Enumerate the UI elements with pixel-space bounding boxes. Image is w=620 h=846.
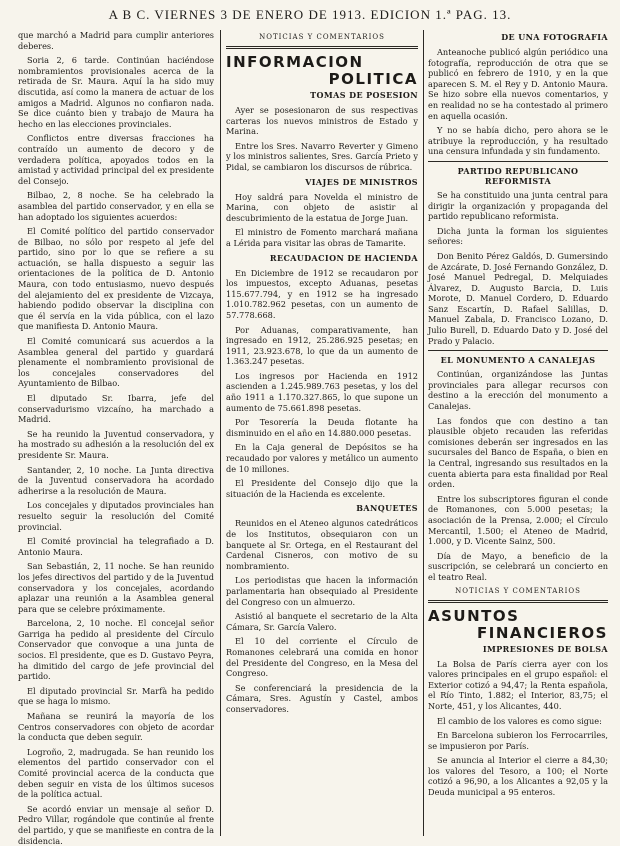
paragraph: Por Tesorería la Deuda flotante ha disminuido en el año en 14.880.000 pesetas. [226,417,418,438]
subheading: TOMAS DE POSESION [310,90,418,100]
paragraph: Anteanoche publicó algún periódico una fotografía, reproducción de otra que se publicó en febrero de 1910, y en la que aparecen S. M. el Rey y D. Antonio Maura. Se hizo sobre ella nuevos comentarios, y en realidad no se ha contestado al primero en aquella ocasión. [428,47,608,121]
subheading: DE UNA FOTOGRAFIA [501,32,608,42]
column-right [428,30,608,836]
subheading: IMPRESIONES DE BOLSA [482,643,608,654]
section-title: ASUNTOS [428,606,520,625]
section-title: INFORMACION [226,53,364,71]
paragraph: El cambio de los valores es como sigue: [437,715,602,726]
paragraph: Se ha reunido la Juventud conservadora, y ha mostrado su adhesión a la resolución del ex presidente Sr. Maura. [18,428,214,460]
paragraph: Don Benito Pérez Galdós, D. Gumersindo de Azcárate, D. José Fernando González, D. José Manuel Pedregal, D. Melquiades Álvarez, D. Augusto Barcia, D. Luis Morote, D. Manuel Cordero, D. Eduardo Sanz Escartín, D. Rafael Salillas, D. Manuel Zabala, D. Francisco Lozano, D. Julio Burell, D. Eduardo Dato y D. José del Prado y Palacio. [428,250,608,346]
column-rule [423,30,424,836]
paragraph: Los ingresos por Hacienda en 1912 ascienden a 1.245.989.763 pesetas, y los del año 1911 a 1.170.327.865, lo que supone un aumento de 75.661.898 pesetas. [226,370,418,413]
paragraph: Reunidos en el Ateneo algunos catedráticos de los Institutos, obsequiaron con un banquete al Sr. Ortega, en el Restaurant del Cardenal Cisneros, con motivo de su nombramiento. [226,518,418,571]
section-kicker: NOTICIAS Y COMENTARIOS [455,586,581,595]
section-title: POLITICA [328,70,418,88]
subheading: VIAJES DE MINISTROS [305,176,418,187]
paragraph: En la Caja general de Depósitos se ha recaudado por valores y metálico un aumento de 10 millones. [226,442,418,474]
paragraph: Asistió al banquete el secretario de la Alta Cámara, Sr. García Valero. [226,611,418,632]
column-left [18,30,214,846]
paragraph: Continúan, organizándose las Juntas provinciales para allegar recursos con destino a la erección del monumento a Canalejas. [428,369,608,412]
paragraph: Barcelona, 2, 10 noche. El concejal señor Garriga ha pedido al presidente del Círculo Conservador que convoque a una junta de socios. El presidente, que es D. Gustavo Peyra, ha dimitido del cargo de jefe provincial del partido. [18,618,214,682]
paragraph: Y no se había dicho, pero ahora se le atribuye la reproducción, y ha resultado una censura infundada y sin fundamento. [428,125,608,157]
paragraph: Las fondos que con destino a tan plausible objeto recauden las referidas comisiones deberán ser ingresados en las sucursales del Banco de España, o bien en la Central, ingresando sus resultados en la cuenta abierta para esta finalidad por Real orden. [428,415,608,490]
paragraph: El diputado Sr. Ibarra, jefe del conservadurismo vizcaíno, ha marchado a Madrid. [18,393,214,425]
paragraph: Día de Mayo, a beneficio de la suscripción, se celebrará un concierto en el teatro Real. [428,550,608,582]
paragraph: El ministro de Fomento marchará mañana a Lérida para visitar las obras de Tamarite. [226,227,418,248]
paragraph: Santander, 2, 10 noche. La Junta directiva de la Juventud conservadora ha acordado adherirse a la resolución de Maura. [18,464,214,496]
divider [226,46,418,49]
divider [428,161,608,162]
paragraph: Se ha constituido una junta central para dirigir la organización y propaganda del partido republicano reformista. [428,189,608,222]
page-header: A B C. VIERNES 3 DE ENERO DE 1913. EDICION 1.ª PAG. 13. [108,7,512,22]
paragraph: Conflictos entre diversas fracciones ha contraído un aumento de decoro y de verdadera política, apoyados todos en la amistad y actividad principal del ex presidente del Consejo. [18,133,214,186]
paragraph: Ayer se posesionaron de sus respectivas carteras los nuevos ministros de Estado y Marina. [226,105,418,137]
paragraph: Entre los subscriptores figuran el conde de Romanones, con 5.000 pesetas; la asociación de la Prensa, 2.000; el Círculo Mercantil, 1.500; el Ateneo de Madrid, 1.000, y D. Vicente Sainz, 500. [428,493,608,547]
subheading: EL MONUMENTO A CANALEJAS [440,355,596,366]
paragraph: Los periodistas que hacen la información parlamentaria han obsequiado al Presidente del Congreso con un almuerzo. [226,575,418,607]
paragraph: Por Aduanas, comparativamente, han ingresado en 1912, 25.286.925 pesetas; en 1911, 23.923.678, lo que da un aumento de 1.363.247 pesetas. [226,324,418,367]
subheading: RECAUDACION DE HACIENDA [269,252,418,263]
section-title: FINANCIEROS [477,623,608,642]
paragraph: El Comité provincial ha telegrafiado a D. Antonio Maura. [18,536,214,557]
paragraph: Logroño, 2, madrugada. Se han reunido los elementos del partido conservador con el Comité provincial acerca de la conducta que deben seguir en vista de los últimos sucesos de la política actual. [18,746,214,800]
paragraph: Entre los Sres. Navarro Reverter y Gimeno y los ministros salientes, Sres. García Prieto y Pidal, se cambiaron los discursos de rúbrica. [226,140,418,172]
paragraph: Soria 2, 6 tarde. Continúan haciéndose nombramientos provisionales acerca de la retirada de Sr. Maura. Aquí la ha sido muy discutida, así como la manera de actuar de los amigos a Madrid. Algunos no confiaron nada. Se dice cuánto bien y trabajo de Maura ha hecho en las elecciones provinciales. [18,55,214,129]
paragraph: En Barcelona subieron los Ferrocarriles, se impusieron por París. [428,730,608,751]
divider [428,350,608,351]
paragraph: que marchó a Madrid para cumplir anteriores deberes. [18,30,214,51]
subheading: BANQUETES [356,503,418,514]
paragraph: En Diciembre de 1912 se recaudaron por los impuestos, excepto Aduanas, pesetas 115.677.794, y en 1912 se ha ingresado 1.010.782.962 pesetas, con un aumento de 57.778.668. [226,267,418,320]
paragraph: Dicha junta la forman los siguientes señores: [428,225,608,247]
paragraph: El Comité comunicará sus acuerdos a la Asamblea general del partido y guardará plenamente el nombramiento provisional de los concejales conservadores del Ayuntamiento de Bilbao. [18,336,214,389]
paragraph: El 10 del corriente el Círculo de Romanones celebrará una comida en honor del Presidente del Congreso, en la Mesa del Congreso. [226,636,418,679]
paragraph: Se acordó enviar un mensaje al señor D. Pedro Villar, rogándole que continúe al frente del partido, y que se manifieste en contra de la disidencia. [18,803,214,846]
subheading: PARTIDO REPUBLICANO REFORMISTA [457,165,579,186]
column-middle [226,30,418,836]
paragraph: La Bolsa de París cierra ayer con los valores principales en el grupo español: el Exterior cotizó a 94,47; la Renta española, el Río Tinto, 1.882; el Interior, 83,75; el Norte, 451, y los Alicantes, 440. [428,658,608,711]
paragraph: Se conferenciará la presidencia de la Cámara, Sres. Agustín y Castel, ambos conservadores. [226,682,418,714]
divider [428,600,608,603]
column-rule [220,30,221,836]
paragraph: Mañana se reunirá la mayoría de los Centros conservadores con objeto de acordar la conducta que deben seguir. [18,711,214,743]
paragraph: Hoy saldrá para Novelda el ministro de Marina, con objeto de asistir al descubrimiento de la estatua de Jorge Juan. [226,191,418,223]
paragraph: El Presidente del Consejo dijo que la situación de la Hacienda es excelente. [226,478,418,499]
paragraph: El diputado provincial Sr. Marfà ha pedido que se haga lo mismo. [18,685,214,707]
paragraph: Se anuncia al Interior el cierre a 84,30; los valores del Tesoro, a 100; el Norte cotizó a 96,90, a los Alicantes a 92,05 y la Deuda municipal a 95 enteros. [428,755,608,798]
paragraph: Los concejales y diputados provinciales han resuelto seguir la resolución del Comité provincial. [18,500,214,532]
paragraph: Bilbao, 2, 8 noche. Se ha celebrado la asamblea del partido conservador, y en ella se han adoptado los siguientes acuerdos: [18,190,214,222]
section-kicker: NOTICIAS Y COMENTARIOS [259,33,385,41]
paragraph: San Sebastián, 2, 11 noche. Se han reunido los jefes directivos del partido y de la Juventud conservadora y los concejales, acordando aplazar una reunión a la Asamblea general para que se celebre próximamente. [18,561,214,614]
paragraph: El Comité político del partido conservador de Bilbao, no sólo por respeto al jefe del partido, sino por lo que se refiere a su actuación, se halla dispuesto a seguir las orientaciones de la política de D. Antonio Maura, con todo entusiasmo, nuevo después del alejamiento del ex presidente de Vizcaya, habiendo podido observar la disciplina con que él servía en la vida pública, con el lazo que manifiesta D. Antonio Maura. [18,226,214,332]
